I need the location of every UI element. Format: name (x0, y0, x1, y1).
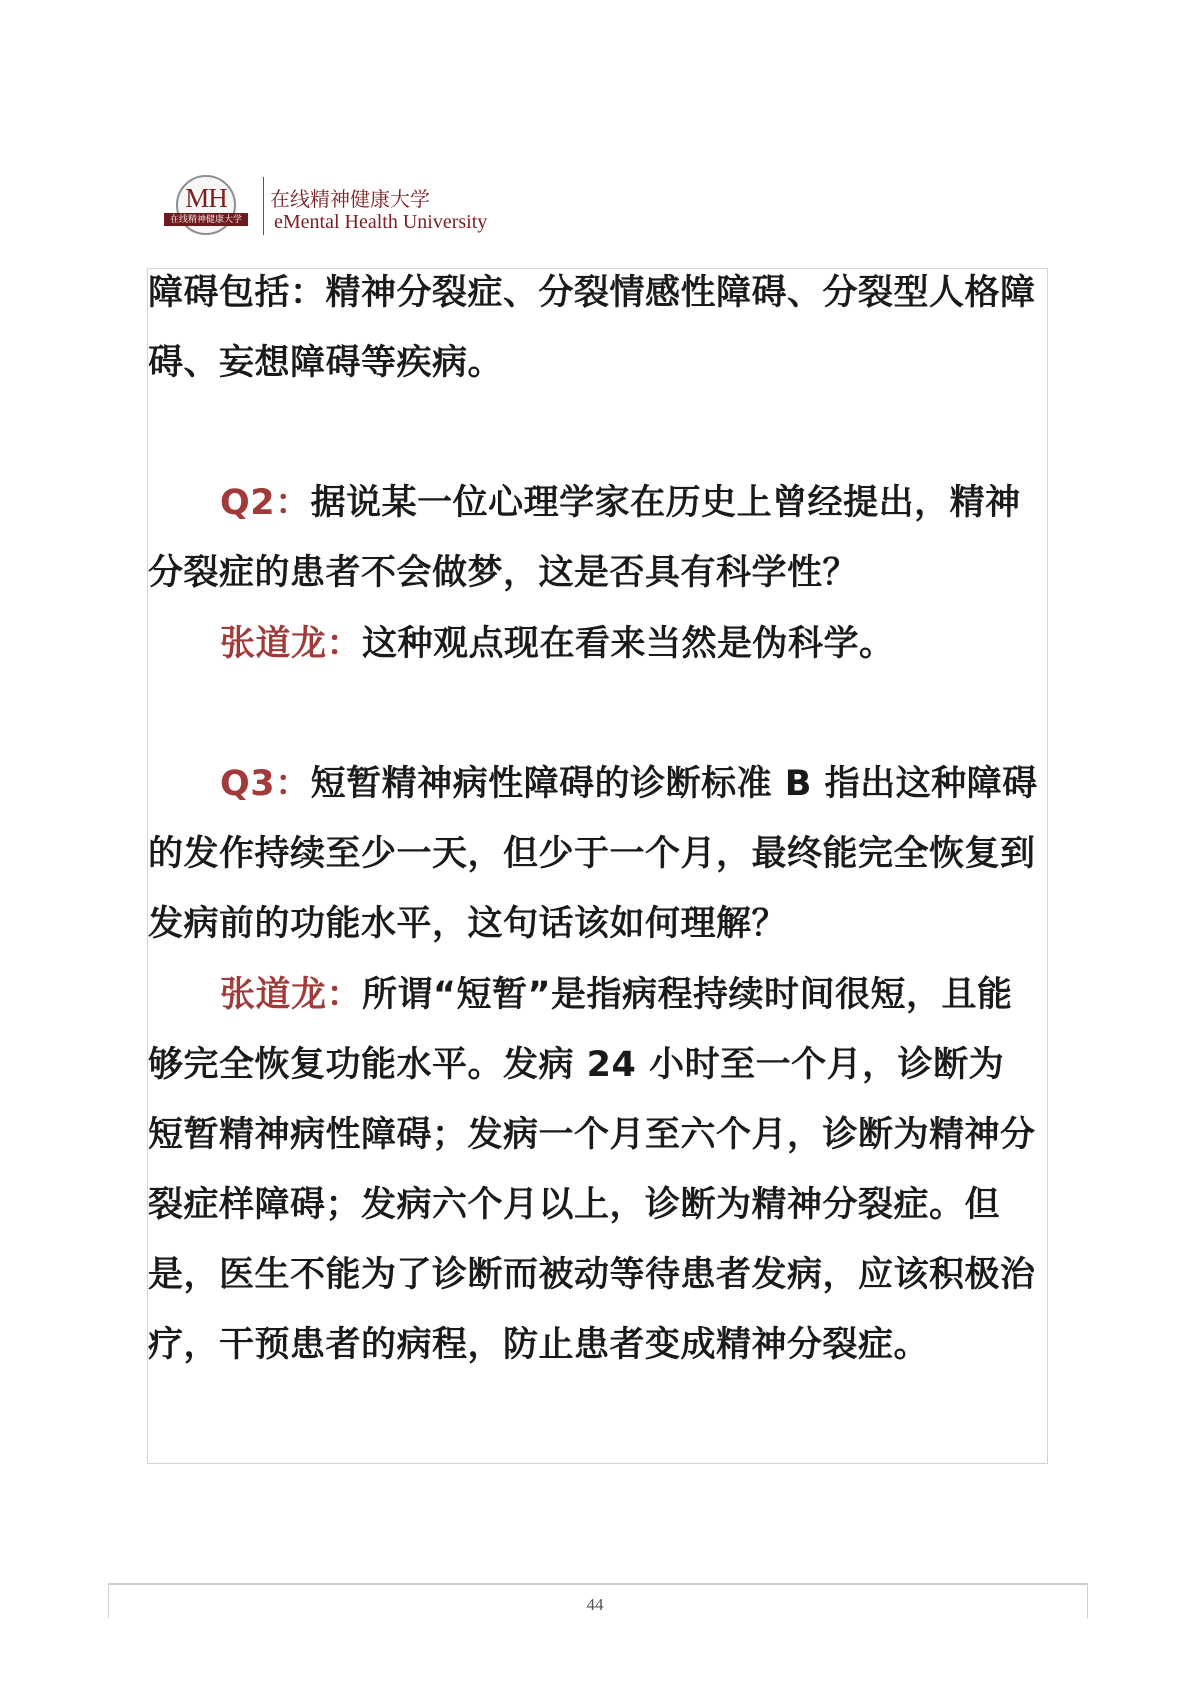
logo-divider (263, 177, 264, 235)
footer-tick-right (1087, 1583, 1088, 1618)
answer-q2 (148, 609, 1038, 679)
answer-text: 这种观点现在看来当然是伪科学。 (362, 624, 895, 664)
question-q3 (148, 749, 1038, 959)
answer-speaker: 张道龙： (220, 624, 363, 664)
answer-speaker: 张道龙： (220, 975, 363, 1015)
answer-q3 (148, 960, 1038, 1380)
university-name-en: eMental Health University (274, 211, 488, 233)
question-label: Q2： (220, 483, 311, 523)
seal-ribbon: 在线精神健康大学 (164, 213, 248, 226)
footer-divider (108, 1583, 1088, 1585)
seal-logo (168, 173, 244, 241)
university-logo (168, 173, 498, 248)
question-text: 短暂精神病性障碍的诊断标准 B 指出这种障碍的发作持续至少一天，但少于一个月，最终能完全恢复到发病前的功能水平，这句话该如何理解？ (148, 764, 1038, 944)
university-name-cn: 在线精神健康大学 (270, 189, 430, 211)
footer-tick-left (108, 1583, 109, 1618)
seal-initials: MH (185, 183, 227, 213)
page-number: 44 (586, 1595, 604, 1614)
question-q2 (148, 468, 1038, 608)
question-text: 据说某一位心理学家在历史上曾经提出，精神分裂症的患者不会做梦，这是否具有科学性？ (148, 483, 1021, 593)
paragraph-continuation: 障碍包括：精神分裂症、分裂情感性障碍、分裂型人格障碍、妄想障碍等疾病。 (148, 273, 1036, 383)
answer-text: 所谓“短暂”是指病程持续时间很短，且能够完全恢复功能水平。发病 24 小时至一个月，诊断为短暂精神病性障碍；发病一个月至六个月，诊断为精神分裂症样障碍；发病六个月以上，诊断为精神分裂症。但是，医生不能为了诊断而被动等待患者发病，应该积极治疗，干预患者的病程，防止患者变成精神分裂症。 (148, 975, 1036, 1365)
question-label: Q3： (220, 764, 311, 804)
